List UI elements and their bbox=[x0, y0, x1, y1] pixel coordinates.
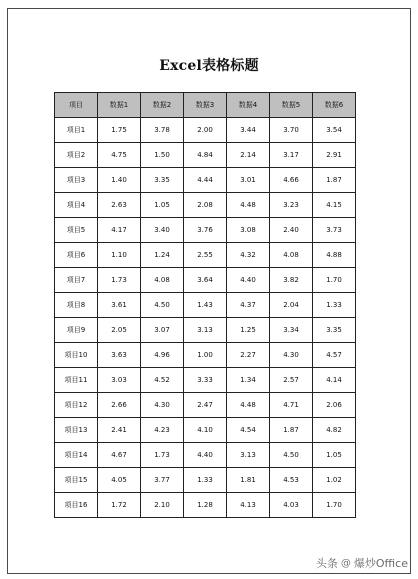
data-cell: 3.73 bbox=[313, 218, 356, 243]
row-label-cell: 项目4 bbox=[55, 193, 98, 218]
data-cell: 3.78 bbox=[141, 118, 184, 143]
row-label-cell: 项目10 bbox=[55, 343, 98, 368]
data-cell: 2.63 bbox=[98, 193, 141, 218]
data-cell: 4.30 bbox=[141, 393, 184, 418]
row-label-cell: 项目14 bbox=[55, 443, 98, 468]
data-cell: 4.23 bbox=[141, 418, 184, 443]
data-cell: 4.14 bbox=[313, 368, 356, 393]
data-cell: 4.05 bbox=[98, 468, 141, 493]
data-cell: 3.63 bbox=[98, 343, 141, 368]
data-cell: 2.14 bbox=[227, 143, 270, 168]
data-table bbox=[54, 92, 356, 518]
data-cell: 1.70 bbox=[313, 493, 356, 518]
data-cell: 4.48 bbox=[227, 193, 270, 218]
data-cell: 3.13 bbox=[184, 318, 227, 343]
data-cell: 4.53 bbox=[270, 468, 313, 493]
data-cell: 4.57 bbox=[313, 343, 356, 368]
data-cell: 4.54 bbox=[227, 418, 270, 443]
data-cell: 3.61 bbox=[98, 293, 141, 318]
data-cell: 4.71 bbox=[270, 393, 313, 418]
header-cell: 数据2 bbox=[141, 93, 184, 118]
data-cell: 2.00 bbox=[184, 118, 227, 143]
data-cell: 1.05 bbox=[313, 443, 356, 468]
data-cell: 2.47 bbox=[184, 393, 227, 418]
data-cell: 1.28 bbox=[184, 493, 227, 518]
row-label-cell: 项目5 bbox=[55, 218, 98, 243]
header-cell: 项目 bbox=[55, 93, 98, 118]
row-label-cell: 项目15 bbox=[55, 468, 98, 493]
data-cell: 1.72 bbox=[98, 493, 141, 518]
header-cell: 数据5 bbox=[270, 93, 313, 118]
data-cell: 4.32 bbox=[227, 243, 270, 268]
table-row bbox=[55, 393, 356, 418]
watermark-at: @ bbox=[340, 557, 351, 569]
data-cell: 4.50 bbox=[141, 293, 184, 318]
row-label-cell: 项目6 bbox=[55, 243, 98, 268]
watermark bbox=[316, 555, 408, 571]
table-row bbox=[55, 368, 356, 393]
table-row bbox=[55, 168, 356, 193]
data-cell: 4.40 bbox=[227, 268, 270, 293]
header-cell: 数据3 bbox=[184, 93, 227, 118]
data-cell: 1.40 bbox=[98, 168, 141, 193]
table-row bbox=[55, 468, 356, 493]
data-cell: 3.07 bbox=[141, 318, 184, 343]
watermark-account: 爆炒Office bbox=[353, 557, 408, 570]
row-label-cell: 项目3 bbox=[55, 168, 98, 193]
data-cell: 2.10 bbox=[141, 493, 184, 518]
header-cell: 数据6 bbox=[313, 93, 356, 118]
data-cell: 3.40 bbox=[141, 218, 184, 243]
data-cell: 1.10 bbox=[98, 243, 141, 268]
data-cell: 2.04 bbox=[270, 293, 313, 318]
data-cell: 4.03 bbox=[270, 493, 313, 518]
data-cell: 4.13 bbox=[227, 493, 270, 518]
data-cell: 4.52 bbox=[141, 368, 184, 393]
row-label-cell: 项目2 bbox=[55, 143, 98, 168]
data-cell: 3.13 bbox=[227, 443, 270, 468]
data-cell: 4.30 bbox=[270, 343, 313, 368]
table-row bbox=[55, 143, 356, 168]
table-row bbox=[55, 268, 356, 293]
data-cell: 4.10 bbox=[184, 418, 227, 443]
data-cell: 2.41 bbox=[98, 418, 141, 443]
data-cell: 4.17 bbox=[98, 218, 141, 243]
data-cell: 1.87 bbox=[270, 418, 313, 443]
data-cell: 3.35 bbox=[141, 168, 184, 193]
data-cell: 1.24 bbox=[141, 243, 184, 268]
table-row bbox=[55, 418, 356, 443]
data-cell: 4.75 bbox=[98, 143, 141, 168]
data-cell: 4.50 bbox=[270, 443, 313, 468]
document-title: Excel表格标题 bbox=[159, 58, 259, 74]
table-row bbox=[55, 193, 356, 218]
row-label-cell: 项目1 bbox=[55, 118, 98, 143]
data-cell: 4.37 bbox=[227, 293, 270, 318]
data-cell: 1.75 bbox=[98, 118, 141, 143]
data-cell: 1.25 bbox=[227, 318, 270, 343]
table-row bbox=[55, 343, 356, 368]
data-cell: 4.44 bbox=[184, 168, 227, 193]
row-label-cell: 项目13 bbox=[55, 418, 98, 443]
table-row bbox=[55, 293, 356, 318]
data-cell: 4.96 bbox=[141, 343, 184, 368]
data-cell: 1.43 bbox=[184, 293, 227, 318]
data-cell: 2.40 bbox=[270, 218, 313, 243]
data-cell: 3.77 bbox=[141, 468, 184, 493]
data-cell: 3.64 bbox=[184, 268, 227, 293]
header-cell: 数据4 bbox=[227, 93, 270, 118]
data-cell: 3.08 bbox=[227, 218, 270, 243]
data-cell: 1.05 bbox=[141, 193, 184, 218]
data-cell: 3.34 bbox=[270, 318, 313, 343]
header-cell: 数据1 bbox=[98, 93, 141, 118]
data-cell: 3.03 bbox=[98, 368, 141, 393]
data-cell: 2.27 bbox=[227, 343, 270, 368]
data-cell: 4.08 bbox=[141, 268, 184, 293]
data-cell: 3.01 bbox=[227, 168, 270, 193]
data-cell: 4.67 bbox=[98, 443, 141, 468]
row-label-cell: 项目11 bbox=[55, 368, 98, 393]
data-cell: 3.23 bbox=[270, 193, 313, 218]
data-cell: 2.57 bbox=[270, 368, 313, 393]
table-row bbox=[55, 218, 356, 243]
data-cell: 3.82 bbox=[270, 268, 313, 293]
table-row bbox=[55, 118, 356, 143]
data-cell: 3.33 bbox=[184, 368, 227, 393]
data-cell: 1.73 bbox=[141, 443, 184, 468]
row-label-cell: 项目16 bbox=[55, 493, 98, 518]
table-header-row bbox=[55, 93, 356, 118]
row-label-cell: 项目8 bbox=[55, 293, 98, 318]
row-label-cell: 项目12 bbox=[55, 393, 98, 418]
data-cell: 4.66 bbox=[270, 168, 313, 193]
data-cell: 3.17 bbox=[270, 143, 313, 168]
data-cell: 1.00 bbox=[184, 343, 227, 368]
data-cell: 1.50 bbox=[141, 143, 184, 168]
table-row bbox=[55, 493, 356, 518]
table-row bbox=[55, 443, 356, 468]
data-cell: 1.34 bbox=[227, 368, 270, 393]
watermark-prefix: 头条 bbox=[315, 557, 338, 570]
row-label-cell: 项目9 bbox=[55, 318, 98, 343]
data-cell: 4.40 bbox=[184, 443, 227, 468]
table-row bbox=[55, 318, 356, 343]
data-cell: 1.02 bbox=[313, 468, 356, 493]
data-cell: 4.88 bbox=[313, 243, 356, 268]
data-cell: 3.76 bbox=[184, 218, 227, 243]
data-cell: 2.55 bbox=[184, 243, 227, 268]
data-cell: 1.87 bbox=[313, 168, 356, 193]
data-cell: 4.84 bbox=[184, 143, 227, 168]
data-cell: 4.82 bbox=[313, 418, 356, 443]
row-label-cell: 项目7 bbox=[55, 268, 98, 293]
data-cell: 4.15 bbox=[313, 193, 356, 218]
data-cell: 2.05 bbox=[98, 318, 141, 343]
data-cell: 1.70 bbox=[313, 268, 356, 293]
data-cell: 4.48 bbox=[227, 393, 270, 418]
data-cell: 3.70 bbox=[270, 118, 313, 143]
data-cell: 3.35 bbox=[313, 318, 356, 343]
data-cell: 4.08 bbox=[270, 243, 313, 268]
data-cell: 2.08 bbox=[184, 193, 227, 218]
data-cell: 2.91 bbox=[313, 143, 356, 168]
table-row bbox=[55, 243, 356, 268]
data-cell: 1.33 bbox=[313, 293, 356, 318]
data-cell: 3.54 bbox=[313, 118, 356, 143]
data-cell: 3.44 bbox=[227, 118, 270, 143]
data-cell: 1.73 bbox=[98, 268, 141, 293]
data-cell: 2.06 bbox=[313, 393, 356, 418]
data-cell: 1.33 bbox=[184, 468, 227, 493]
data-cell: 2.66 bbox=[98, 393, 141, 418]
data-cell: 1.81 bbox=[227, 468, 270, 493]
